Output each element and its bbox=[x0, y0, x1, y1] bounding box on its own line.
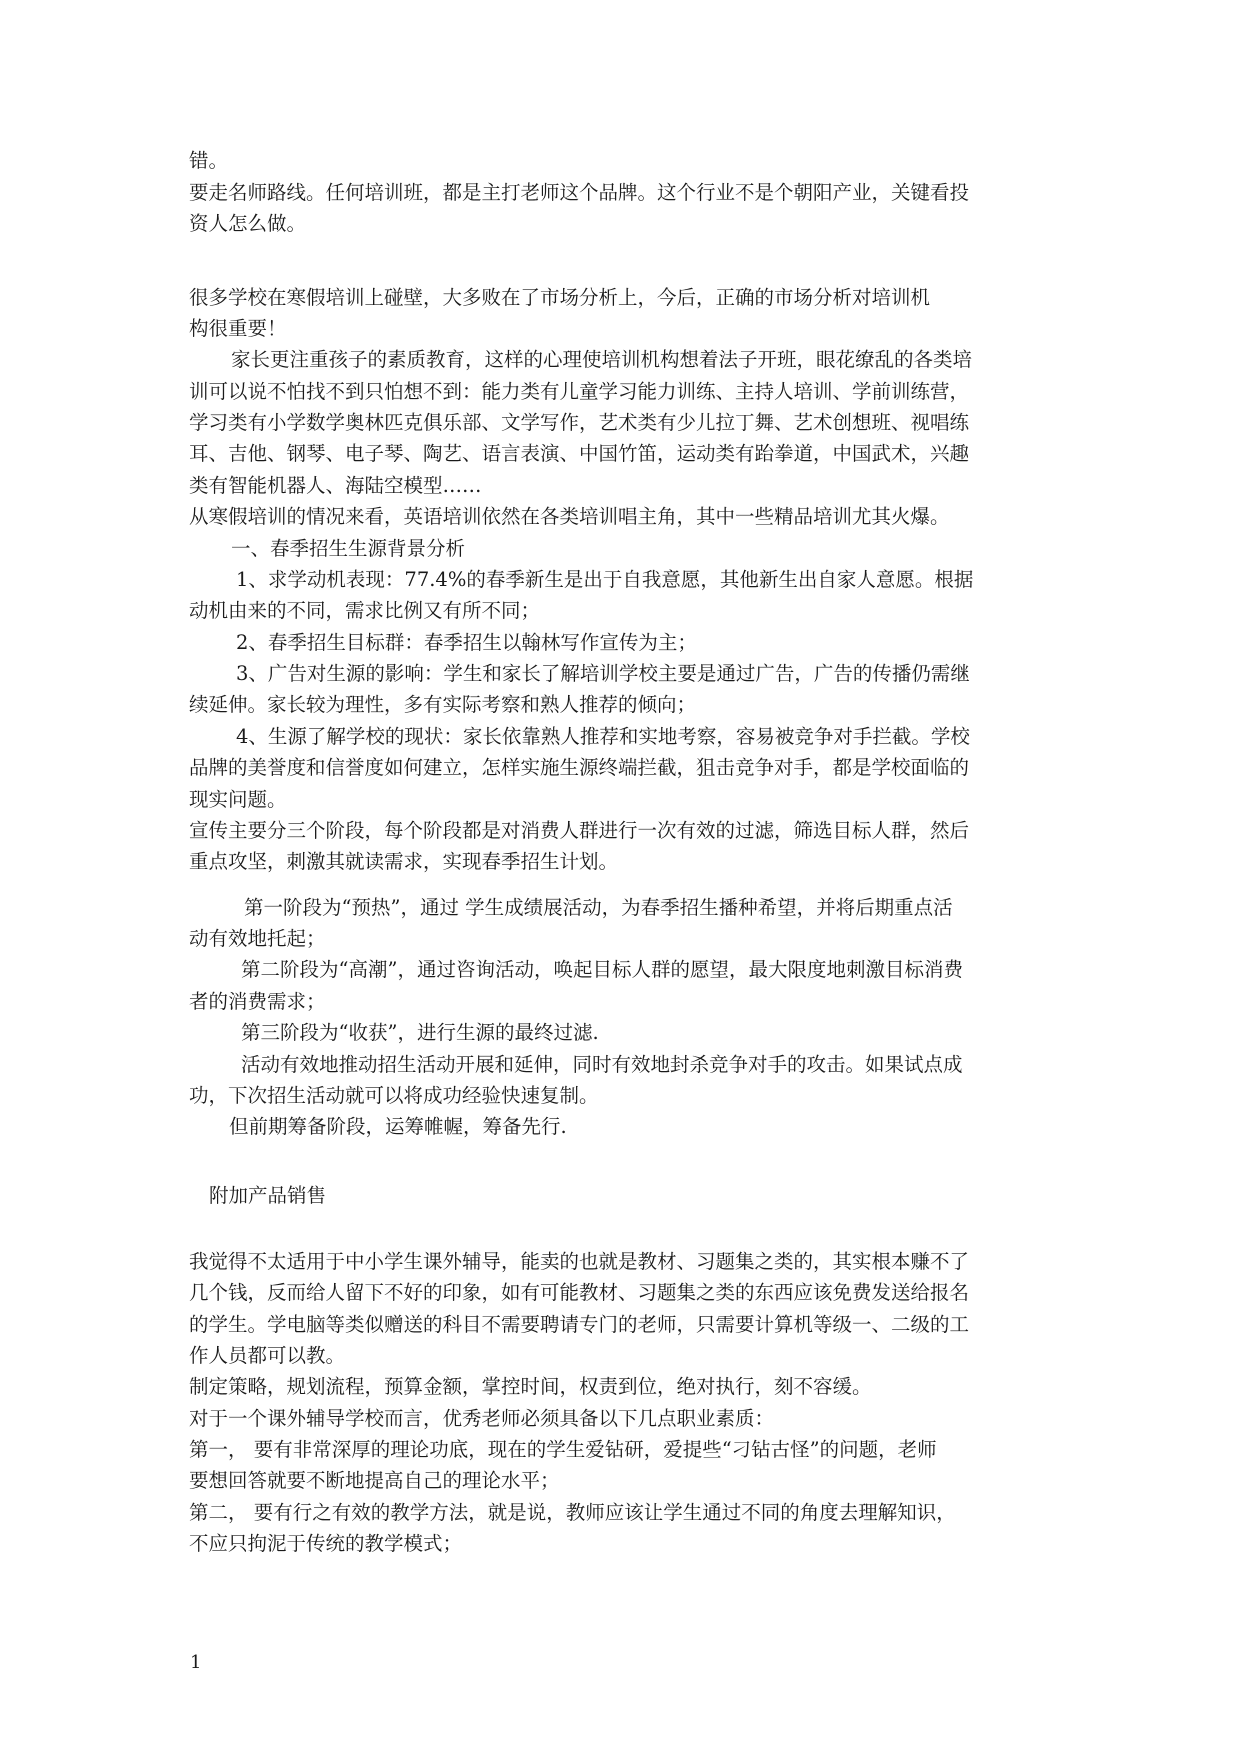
text-line: 第一， 要有非常深厚的理论功底，现在的学生爱钻研，爱提些“刁钻古怪”的问题，老师 bbox=[189, 1438, 937, 1461]
text-line: 第一阶段为“预热”，通过 学生成绩展活动，为春季招生播种希望，并将后期重点活 bbox=[244, 896, 953, 919]
text-line: 4、生源了解学校的现状：家长依靠熟人推荐和实地考察，容易被竞争对手拦截。学校 bbox=[236, 725, 970, 748]
text-line: 家长更注重孩子的素质教育，这样的心理使培训机构想着法子开班，眼花缭乱的各类培 bbox=[231, 348, 973, 371]
text-line: 要走名师路线。任何培训班，都是主打老师这个品牌。这个行业不是个朝阳产业，关键看投 bbox=[189, 181, 970, 204]
text-line: 续延伸。家长较为理性，多有实际考察和熟人推荐的倾向； bbox=[189, 693, 697, 716]
text-line: 第三阶段为“收获”，进行生源的最终过滤. bbox=[241, 1021, 599, 1044]
text-line: 很多学校在寒假培训上碰壁，大多败在了市场分析上，今后，正确的市场分析对培训机 bbox=[189, 286, 931, 309]
text-line: 从寒假培训的情况来看，英语培训依然在各类培训唱主角，其中一些精品培训尤其火爆。 bbox=[189, 505, 950, 528]
text-line: 制定策略，规划流程，预算金额，掌控时间，权责到位，绝对执行，刻不容缓。 bbox=[189, 1375, 872, 1398]
text-line: 品牌的美誉度和信誉度如何建立，怎样实施生源终端拦截，狙击竞争对手，都是学校面临的 bbox=[189, 756, 970, 779]
text-line: 者的消费需求； bbox=[189, 990, 326, 1013]
text-line: 类有智能机器人、海陆空模型…… bbox=[189, 474, 482, 497]
text-line: 3、广告对生源的影响：学生和家长了解培训学校主要是通过广告，广告的传播仍需继 bbox=[236, 662, 970, 685]
text-line: 宣传主要分三个阶段，每个阶段都是对消费人群进行一次有效的过滤，筛选目标人群，然后 bbox=[189, 819, 970, 842]
text-line: 不应只拘泥于传统的教学模式； bbox=[189, 1532, 463, 1555]
text-line: 作人员都可以教。 bbox=[189, 1344, 346, 1367]
text-line: 的学生。学电脑等类似赠送的科目不需要聘请专门的老师，只需要计算机等级一、二级的工 bbox=[189, 1313, 970, 1336]
text-line: 训可以说不怕找不到只怕想不到：能力类有儿童学习能力训练、主持人培训、学前训练营， bbox=[189, 380, 970, 403]
section-heading: 一、春季招生生源背景分析 bbox=[231, 537, 466, 560]
text-line: 对于一个课外辅导学校而言，优秀老师必须具备以下几点职业素质： bbox=[189, 1407, 775, 1430]
text-line: 错。 bbox=[189, 149, 229, 172]
text-line: 功，下次招生活动就可以将成功经验快速复制。 bbox=[189, 1084, 599, 1107]
page-number: 1 bbox=[190, 1652, 202, 1673]
text-line: 现实问题。 bbox=[189, 788, 287, 811]
text-line: 学习类有小学数学奥林匹克俱乐部、文学写作，艺术类有少儿拉丁舞、艺术创想班、视唱练 bbox=[189, 411, 970, 434]
text-line: 构很重要！ bbox=[189, 317, 287, 340]
text-line: 但前期筹备阶段，运筹帷幄，筹备先行. bbox=[229, 1115, 567, 1138]
text-line: 几个钱，反而给人留下不好的印象，如有可能教材、习题集之类的东西应该免费发送给报名 bbox=[189, 1281, 970, 1304]
text-line: 耳、吉他、钢琴、电子琴、陶艺、语言表演、中国竹笛，运动类有跆拳道，中国武术，兴趣 bbox=[189, 442, 970, 465]
text-line: 动机由来的不同，需求比例又有所不同； bbox=[189, 599, 541, 622]
text-line: 资人怎么做。 bbox=[189, 212, 307, 235]
text-line: 2、春季招生目标群：春季招生以翰林写作宣传为主； bbox=[236, 631, 697, 654]
text-line: 第二阶段为“高潮”，通过咨询活动，唤起目标人群的愿望，最大限度地刺激目标消费 bbox=[241, 958, 963, 981]
text-line: 动有效地托起； bbox=[189, 927, 326, 950]
text-line: 我觉得不太适用于中小学生课外辅导，能卖的也就是教材、习题集之类的，其实根本赚不了 bbox=[189, 1250, 970, 1273]
text-line: 1、求学动机表现：77.4%的春季新生是出于自我意愿，其他新生出自家人意愿。根据 bbox=[236, 568, 974, 591]
text-line: 活动有效地推动招生活动开展和延伸，同时有效地封杀竞争对手的攻击。如果试点成 bbox=[241, 1053, 963, 1076]
text-line: 要想回答就要不断地提高自己的理论水平； bbox=[189, 1469, 560, 1492]
section-heading: 附加产品销售 bbox=[209, 1184, 327, 1207]
text-line: 重点攻坚，刺激其就读需求，实现春季招生计划。 bbox=[189, 850, 619, 873]
text-line: 第二， 要有行之有效的教学方法，就是说，教师应该让学生通过不同的角度去理解知识， bbox=[189, 1501, 956, 1524]
